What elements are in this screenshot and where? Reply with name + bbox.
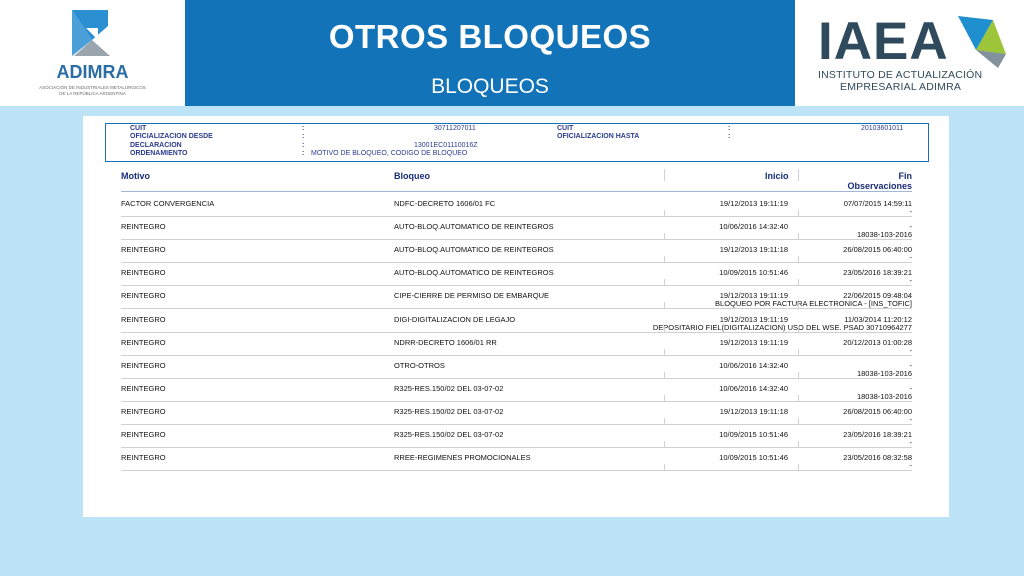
- row-inicio: 19/12/2013 19:11:19: [719, 199, 788, 208]
- row-divider: [664, 233, 665, 239]
- row-divider: [664, 302, 665, 308]
- row-divider: [798, 302, 799, 308]
- row-separator: [121, 378, 912, 379]
- row-motivo: REINTEGRO: [121, 453, 166, 462]
- row-divider: [798, 349, 799, 355]
- page-subtitle: BLOQUEOS: [431, 75, 549, 98]
- row-bloqueo: AUTO-BLOQ.AUTOMATICO DE REINTEGROS: [394, 245, 554, 254]
- row-observaciones: -: [909, 461, 912, 470]
- row-bloqueo: NDFC-DECRETO 1606/01 FC: [394, 199, 496, 208]
- col-bloqueo: Bloqueo: [394, 171, 430, 181]
- row-divider: [798, 395, 799, 401]
- row-fin: -: [909, 222, 912, 231]
- row-motivo: REINTEGRO: [121, 315, 166, 324]
- row-divider: [664, 418, 665, 424]
- row-motivo: REINTEGRO: [121, 338, 166, 347]
- row-fin: 11/03/2014 11:20:12: [844, 315, 912, 324]
- row-separator: [121, 216, 912, 217]
- adimra-tagline-1: ASOCIACIÓN DE INDUSTRIALES METALÚRGICOS: [39, 85, 146, 90]
- cuit2-value: 20103601011: [861, 125, 904, 132]
- row-separator: [121, 355, 912, 356]
- row-inicio: 19/12/2013 19:11:18: [719, 245, 788, 254]
- adimra-logo-icon: [0, 0, 185, 60]
- row-fin: 07/07/2015 14:59:11: [843, 199, 912, 208]
- row-observaciones: 18038-103-2016: [856, 392, 912, 401]
- adimra-name: ADIMRA: [56, 62, 129, 82]
- row-separator: [121, 401, 912, 402]
- row-inicio: 19/12/2013 19:11:19: [719, 291, 788, 300]
- adimra-tagline-2: DE LA REPÚBLICA ARGENTINA: [59, 90, 126, 96]
- row-bloqueo: R325-RES.150/02 DEL 03-07-02: [394, 384, 504, 393]
- row-bloqueo: R325-RES.150/02 DEL 03-07-02: [394, 407, 504, 416]
- row-motivo: REINTEGRO: [121, 291, 166, 300]
- row-fin: 22/06/2015 09:48:04: [843, 291, 912, 300]
- row-inicio: 19/12/2013 19:11:19: [719, 338, 788, 347]
- row-divider: [664, 256, 665, 262]
- row-divider: [798, 210, 799, 216]
- row-motivo: REINTEGRO: [121, 245, 166, 254]
- row-fin: 26/08/2015 06:40:00: [843, 245, 912, 254]
- cuit-value: 30711207011: [434, 125, 476, 132]
- row-fin: 20/12/2013 01:00:28: [843, 338, 912, 347]
- row-observaciones: BLOQUEO POR FACTURA ELECTRONICA - [INS_TOFIC]: [715, 299, 912, 308]
- row-divider: [798, 279, 799, 285]
- row-motivo: FACTOR CONVERGENCIA: [121, 199, 215, 208]
- adimra-tagline: [30, 85, 155, 96]
- iaea-logo-icon: [948, 12, 1008, 72]
- row-divider: [798, 256, 799, 262]
- row-inicio: 19/12/2013 19:11:18: [719, 407, 788, 416]
- row-motivo: REINTEGRO: [121, 361, 166, 370]
- row-fin: 23/05/2016 08:32:58: [843, 453, 912, 462]
- header-divider: [664, 169, 665, 181]
- row-divider: [664, 210, 665, 216]
- row-divider: [798, 326, 799, 332]
- declaracion-label: DECLARACION: [130, 142, 182, 149]
- row-separator: [121, 424, 912, 425]
- screenshot-panel: [83, 116, 949, 517]
- row-bloqueo: NDRR-DECRETO 1606/01 RR: [394, 338, 497, 347]
- cuit2-label: CUIT: [557, 125, 574, 132]
- row-fin: -: [909, 361, 912, 370]
- row-observaciones: -: [909, 253, 912, 262]
- cuit2-colon: :: [728, 125, 731, 132]
- cuit-colon: :: [302, 125, 305, 132]
- iaea-name: IAEA: [818, 12, 949, 71]
- row-observaciones: -: [909, 276, 912, 285]
- row-inicio: 10/09/2015 10:51:46: [719, 430, 788, 439]
- page-title: OTROS BLOQUEOS: [328, 18, 652, 55]
- adimra-logo: [0, 0, 185, 106]
- row-observaciones: 18038-103-2016: [856, 230, 912, 239]
- row-observaciones: -: [909, 346, 912, 355]
- declaracion-value: 13001EC01110016Z: [414, 142, 478, 149]
- row-fin: 26/08/2015 06:40:00: [843, 407, 912, 416]
- row-inicio: 19/12/2013 19:11:19: [719, 315, 788, 324]
- col-observaciones: Observaciones: [847, 181, 912, 191]
- row-bloqueo: RREE-REGIMENES PROMOCIONALES: [394, 453, 531, 462]
- ofic-hasta-colon: :: [728, 133, 731, 140]
- row-divider: [798, 372, 799, 378]
- row-fin: -: [909, 384, 912, 393]
- iaea-line-2: EMPRESARIAL ADIMRA: [840, 81, 962, 93]
- row-separator: [121, 239, 912, 240]
- row-separator: [121, 308, 912, 309]
- row-observaciones: 18038-103-2016: [856, 369, 912, 378]
- row-bloqueo: DIGI-DIGITALIZACION DE LEGAJO: [394, 315, 516, 324]
- row-separator: [121, 447, 912, 448]
- row-bloqueo: OTRO-OTROS: [394, 361, 445, 370]
- row-inicio: 10/06/2016 14:32:40: [719, 361, 788, 370]
- row-divider: [798, 233, 799, 239]
- row-inicio: 10/06/2016 14:32:40: [719, 384, 788, 393]
- row-divider: [664, 464, 665, 470]
- col-motivo: Motivo: [121, 171, 150, 181]
- row-divider: [798, 441, 799, 447]
- info-box: [105, 123, 929, 162]
- row-observaciones: -: [909, 415, 912, 424]
- ordenamiento-label: ORDENAMIENTO: [130, 150, 188, 157]
- ofic-desde-label: OFICIALIZACION DESDE: [130, 133, 213, 140]
- ofic-hasta-label: OFICIALIZACION HASTA: [557, 133, 640, 140]
- declaracion-colon: :: [302, 142, 305, 149]
- row-fin: 23/05/2016 18:39:21: [843, 430, 912, 439]
- row-divider: [798, 464, 799, 470]
- row-divider: [664, 349, 665, 355]
- row-bloqueo: AUTO-BLOQ.AUTOMATICO DE REINTEGROS: [394, 222, 554, 231]
- row-separator: [121, 470, 912, 471]
- row-inicio: 10/06/2016 14:32:40: [719, 222, 788, 231]
- row-separator: [121, 285, 912, 286]
- row-inicio: 10/09/2015 10:51:46: [719, 268, 788, 277]
- row-fin: 23/05/2016 18:39:21: [843, 268, 912, 277]
- row-bloqueo: AUTO-BLOQ.AUTOMATICO DE REINTEGROS: [394, 268, 554, 277]
- row-motivo: REINTEGRO: [121, 407, 166, 416]
- header-underline: [121, 191, 912, 192]
- row-separator: [121, 332, 912, 333]
- ofic-desde-colon: :: [302, 133, 305, 140]
- row-motivo: REINTEGRO: [121, 222, 166, 231]
- row-inicio: 10/09/2015 10:51:46: [719, 453, 788, 462]
- row-motivo: REINTEGRO: [121, 268, 166, 277]
- row-bloqueo: CIPE-CIERRE DE PERMISO DE EMBARQUE: [394, 291, 550, 300]
- row-divider: [664, 279, 665, 285]
- row-bloqueo: R325-RES.150/02 DEL 03-07-02: [394, 430, 504, 439]
- header-divider: [798, 169, 799, 181]
- col-fin: Fin: [898, 171, 912, 181]
- row-divider: [798, 418, 799, 424]
- iaea-line-1: INSTITUTO DE ACTUALIZACIÓN: [818, 69, 983, 81]
- row-observaciones: DEPOSITARIO FIEL(DIGITALIZACION) USO DEL WSE. PSAD 30710964277: [652, 323, 912, 332]
- row-motivo: REINTEGRO: [121, 430, 166, 439]
- row-observaciones: -: [909, 438, 912, 447]
- row-divider: [664, 372, 665, 378]
- col-inicio: Inicio: [765, 171, 789, 181]
- row-divider: [664, 441, 665, 447]
- ordenamiento-value: MOTIVO DE BLOQUEO, CODIGO DE BLOQUEO: [311, 150, 468, 157]
- row-separator: [121, 262, 912, 263]
- row-divider: [664, 326, 665, 332]
- row-motivo: REINTEGRO: [121, 384, 166, 393]
- ordenamiento-colon: :: [302, 150, 305, 157]
- cuit-label: CUIT: [130, 125, 147, 132]
- row-divider: [664, 395, 665, 401]
- row-observaciones: -: [909, 207, 912, 216]
